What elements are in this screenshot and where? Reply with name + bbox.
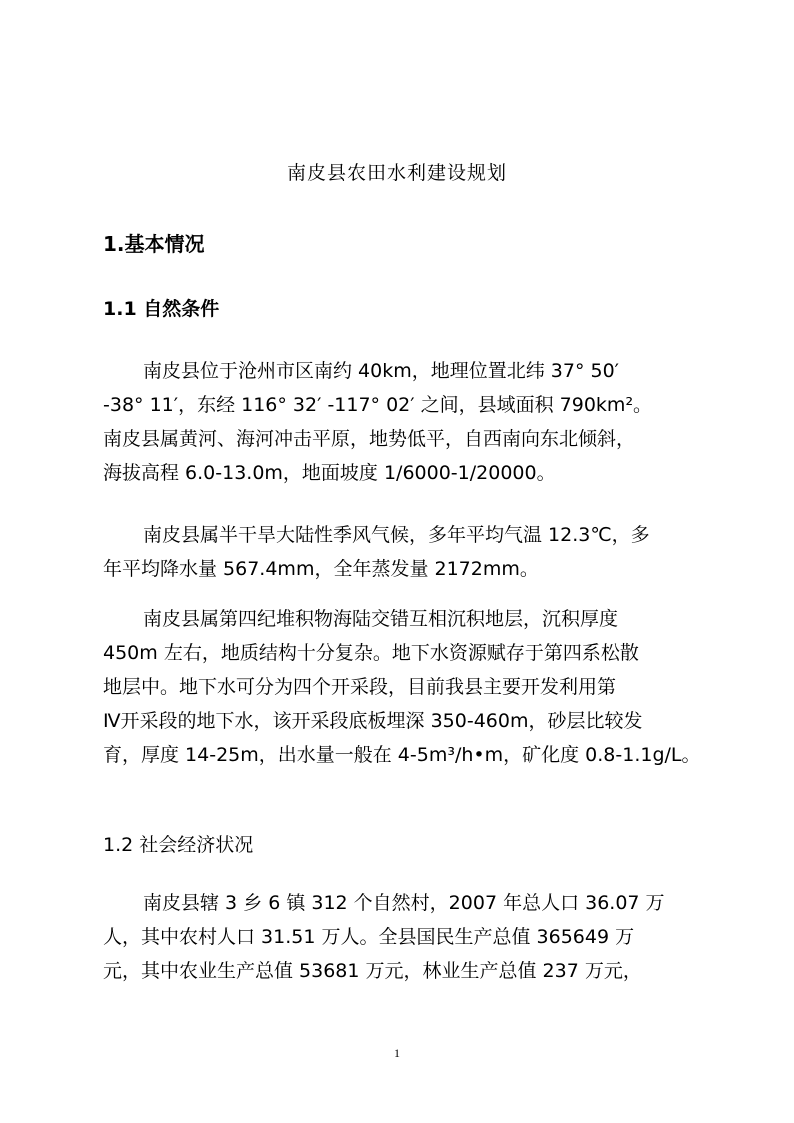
text-line: 450m 左右，地质结构十分复杂。地下水资源赋存于第四系松散 [103,642,639,664]
paragraph-natural-location [103,354,663,490]
text-line: 南皮县属第四纪堆积物海陆交错互相沉积地层，沉积厚度 [143,608,619,630]
text-line: Ⅳ开采段的地下水，该开采段底板埋深 350-460m，砂层比较发 [103,710,643,732]
paragraph-climate [103,518,663,586]
page-number: 1 [394,1046,400,1060]
section-heading-1-1: 1.1 自然条件 [103,298,220,320]
section-heading-1-2: 1.2 社会经济状况 [103,834,254,856]
document-title: 南皮县农田水利建设规划 [286,162,507,184]
text-line: 南皮县位于沧州市区南约 40km，地理位置北纬 37° 50′ [143,360,619,382]
text-line: 年平均降水量 567.4mm，全年蒸发量 2172mm。 [103,558,539,580]
text-line: 海拔高程 6.0-13.0m，地面坡度 1/6000-1/20000。 [103,462,556,484]
text-line: 人，其中农村人口 31.51 万人。全县国民生产总值 365649 万 [103,926,635,948]
text-line: 元，其中农业生产总值 53681 万元，林业生产总值 237 万元， [103,960,642,982]
text-line: 南皮县属黄河、海河冲击平原，地势低平，自西南向东北倾斜， [103,428,636,450]
text-line: 育，厚度 14-25m，出水量一般在 4-5m³/h•m，矿化度 0.8-1.1g/L。 [103,744,701,766]
paragraph-geology [103,602,701,772]
text-line: -38° 11′，东经 116° 32′ -117° 02′ 之间，县域面积 790km²。 [103,394,653,416]
text-line: 地层中。地下水可分为四个开采段，目前我县主要开发利用第 [103,676,617,698]
text-line: 南皮县属半干旱大陆性季风气候，多年平均气温 12.3℃，多 [143,524,650,546]
section-heading-1: 1.基本情况 [103,232,205,256]
text-line: 南皮县辖 3 乡 6 镇 312 个自然村，2007 年总人口 36.07 万 [143,892,665,914]
paragraph-socioeconomic [103,886,663,988]
